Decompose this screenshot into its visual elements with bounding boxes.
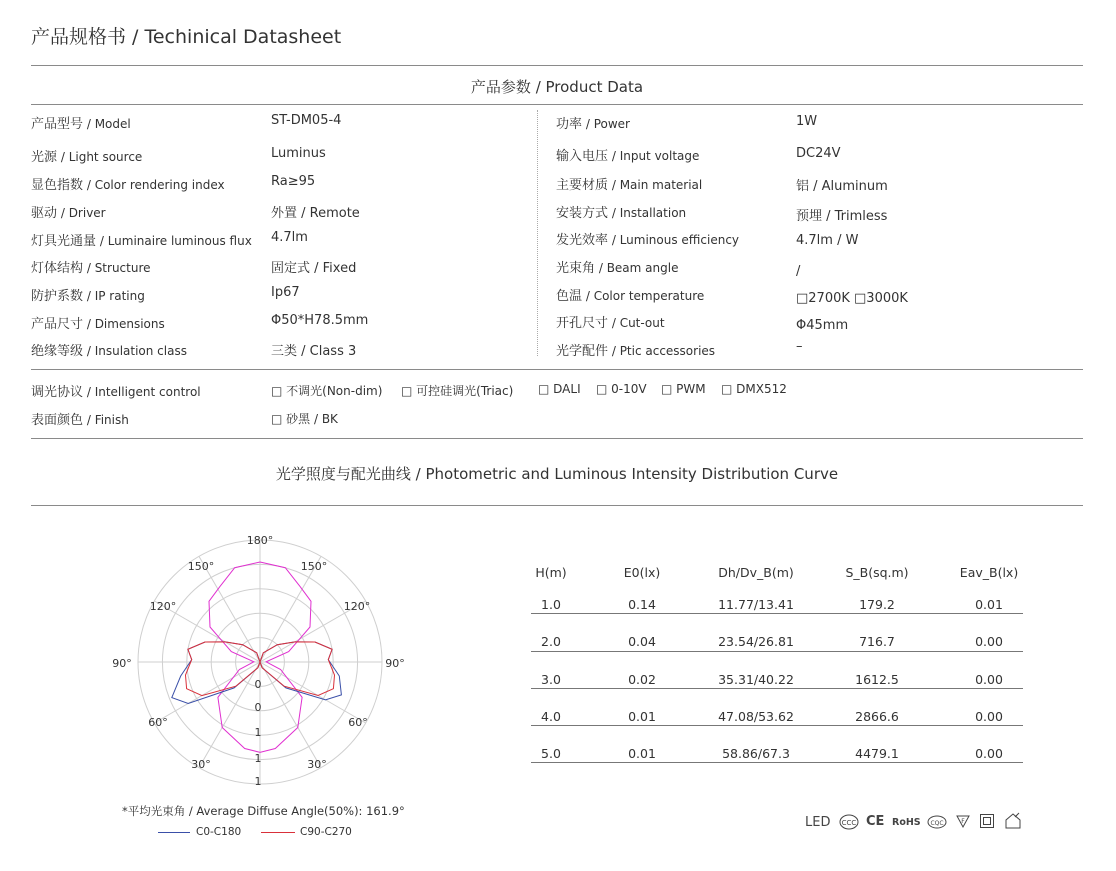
legend-label-c90: C90-C270 <box>300 826 352 838</box>
spec-label <box>31 340 187 359</box>
angle-label: 120° <box>149 600 177 613</box>
spec-label <box>31 230 252 249</box>
control-option[interactable]: □ 不调光(Non-dim) <box>271 384 383 398</box>
spec-label-en: / Driver <box>57 206 106 220</box>
spec-label <box>31 113 131 132</box>
spec-label <box>556 312 665 331</box>
ccc-icon <box>838 812 860 832</box>
spec-label <box>556 285 704 304</box>
cqc-icon <box>926 814 948 830</box>
table-row-line <box>531 688 1023 689</box>
svg-text:F: F <box>961 818 965 825</box>
control-option[interactable]: □ 0-10V <box>596 382 647 396</box>
table-cell: 716.7 <box>859 634 895 649</box>
polar-distribution-chart <box>100 530 420 800</box>
spec-label-en: / Cut-out <box>608 316 665 330</box>
table-cell: 47.08/53.62 <box>718 709 794 724</box>
finish-label-en: / Finish <box>83 413 129 427</box>
control-option[interactable]: □ 可控硅调光(Triac) <box>401 384 514 398</box>
spec-label-cn: 光束角 <box>556 261 596 276</box>
divider <box>31 104 1083 105</box>
table-cell: 2866.6 <box>855 709 899 724</box>
spec-label-cn: 发光效率 <box>556 233 609 248</box>
spec-value: Luminus <box>271 146 326 161</box>
spec-label-en: / Installation <box>608 206 687 220</box>
spec-label-cn: 显色指数 <box>31 178 84 193</box>
spec-label-en: / Color temperature <box>582 289 705 303</box>
table-cell: 0.04 <box>628 634 656 649</box>
double-insulation-icon <box>979 813 995 829</box>
spec-label-en: / Main material <box>608 178 703 192</box>
spec-label-cn: 产品型号 <box>31 117 84 132</box>
spec-label-cn: 防护系数 <box>31 289 84 304</box>
divider <box>31 438 1083 439</box>
spec-label-en: / Light source <box>57 150 143 164</box>
spec-label <box>556 340 715 359</box>
radial-label: 0 <box>254 678 262 691</box>
table-cell: 0.01 <box>628 709 656 724</box>
radial-label: 0 <box>254 701 262 714</box>
table-row-line <box>531 613 1023 614</box>
control-option[interactable]: □ DMX512 <box>721 382 787 396</box>
table-cell: 0.00 <box>975 709 1003 724</box>
spec-value: Φ50*H78.5mm <box>271 313 369 328</box>
angle-label: 30° <box>191 758 211 771</box>
spec-value: DC24V <box>796 146 841 161</box>
control-label-cn: 调光协议 <box>31 385 84 400</box>
triangle-f-icon <box>955 813 971 829</box>
spec-label <box>31 174 225 193</box>
angle-label: 60° <box>148 716 168 729</box>
spec-label-en: / Beam angle <box>595 261 679 275</box>
spec-label-cn: 绝缘等级 <box>31 344 84 359</box>
table-cell: 1.0 <box>541 597 561 612</box>
spec-label <box>556 174 702 193</box>
table-cell: 35.31/40.22 <box>718 672 794 687</box>
spec-label <box>556 145 699 164</box>
finish-label-cn: 表面颜色 <box>31 413 84 428</box>
spec-label <box>31 202 106 221</box>
angle-label: 150° <box>187 560 215 573</box>
spec-label <box>31 146 142 165</box>
spec-label-en: / Ptic accessories <box>608 344 716 358</box>
product-data-title: 产品参数 / Product Data <box>470 78 644 96</box>
spec-label-en: / Model <box>83 117 131 131</box>
spec-value: 铝 / Aluminum <box>796 179 888 194</box>
table-cell: 0.00 <box>975 634 1003 649</box>
polar-spoke <box>260 662 321 768</box>
spec-value: Ra≥95 <box>271 174 316 189</box>
spec-value: Φ45mm <box>796 318 849 333</box>
spec-label <box>556 229 739 248</box>
photometric-title: 光学照度与配光曲线 / Photometric and Luminous Intensity Distribution Curve <box>275 465 839 483</box>
spec-value: 1W <box>796 114 818 129</box>
table-cell: 5.0 <box>541 746 561 761</box>
spec-label <box>31 313 165 332</box>
table-header: S_B(sq.m) <box>845 565 909 580</box>
spec-label-cn: 功率 <box>556 117 583 132</box>
divider <box>31 369 1083 370</box>
table-cell: 1612.5 <box>855 672 899 687</box>
polar-curves <box>172 562 342 752</box>
spec-label-en: / Luminous efficiency <box>608 233 740 247</box>
radial-label: 1 <box>254 752 262 765</box>
spec-value: 固定式 / Fixed <box>271 261 357 276</box>
table-cell: 4479.1 <box>855 746 899 761</box>
table-cell: 0.00 <box>975 672 1003 687</box>
control-label-en: / Intelligent control <box>83 385 201 399</box>
document-title: 产品规格书 / Techinical Datasheet <box>31 26 342 48</box>
spec-label-cn: 输入电压 <box>556 149 609 164</box>
legend-line-c0 <box>158 832 190 833</box>
radial-label: 1 <box>254 775 262 788</box>
polar-spoke <box>199 662 260 768</box>
table-row-line <box>531 762 1023 763</box>
table-cell: 4.0 <box>541 709 561 724</box>
spec-label-cn: 灯具光通量 <box>31 234 97 249</box>
rohs-mark: RoHS <box>892 817 921 828</box>
table-cell: 0.01 <box>628 746 656 761</box>
polar-spoke <box>154 662 260 723</box>
svg-text:CQC: CQC <box>930 820 944 827</box>
led-mark: LED <box>805 815 831 830</box>
spec-label-cn: 驱动 <box>31 206 58 221</box>
table-cell: 23.54/26.81 <box>718 634 794 649</box>
table-header: E0(lx) <box>623 565 661 580</box>
table-cell: 0.00 <box>975 746 1003 761</box>
spec-label <box>556 257 678 276</box>
angle-label: 120° <box>343 600 371 613</box>
finish-label <box>31 409 129 428</box>
spec-label-cn: 主要材质 <box>556 178 609 193</box>
spec-label <box>31 257 151 276</box>
svg-text:CCC: CCC <box>841 819 857 827</box>
spec-value: Ip67 <box>271 285 300 300</box>
legend-line-c90 <box>261 832 295 833</box>
spec-label <box>556 113 630 132</box>
spec-label-cn: 安装方式 <box>556 206 609 221</box>
polar-spoke <box>260 662 366 723</box>
spec-value: ST-DM05-4 <box>271 113 342 128</box>
control-option[interactable]: □ DALI <box>538 382 581 396</box>
table-cell: 58.86/67.3 <box>722 746 790 761</box>
spec-value: 4.7lm <box>271 230 308 245</box>
spec-value: 外置 / Remote <box>271 206 360 221</box>
control-option[interactable]: □ PWM <box>661 382 706 396</box>
angle-label: 90° <box>112 657 132 670</box>
table-cell: 0.14 <box>628 597 656 612</box>
ce-mark: CE <box>866 814 885 829</box>
spec-label-cn: 色温 <box>556 289 583 304</box>
angle-label: 150° <box>300 560 328 573</box>
angle-label: 60° <box>348 716 368 729</box>
spec-label-en: / Power <box>582 117 630 131</box>
spec-label-cn: 光源 <box>31 150 58 165</box>
angle-label: 180° <box>246 534 274 547</box>
table-cell: 3.0 <box>541 672 561 687</box>
spec-label-en: / Input voltage <box>608 149 700 163</box>
spec-label-en: / Structure <box>83 261 151 275</box>
table-row-line <box>531 725 1023 726</box>
spec-label-en: / IP rating <box>83 289 145 303</box>
spec-label-cn: 开孔尺寸 <box>556 316 609 331</box>
table-cell: 0.02 <box>628 672 656 687</box>
spec-label-en: / Dimensions <box>83 317 165 331</box>
finish-option[interactable]: □ 砂黑 / BK <box>271 412 338 426</box>
beam-angle-caption: *平均光束角 / Average Diffuse Angle(50%): 161.9° <box>122 804 405 818</box>
spec-value: 4.7lm / W <box>796 233 859 248</box>
table-header: H(m) <box>535 565 567 580</box>
control-label <box>31 381 201 400</box>
spec-value: – <box>796 339 803 354</box>
table-header: Dh/Dv_B(m) <box>718 565 794 580</box>
table-header: Eav_B(lx) <box>959 565 1019 580</box>
table-cell: 179.2 <box>859 597 895 612</box>
table-cell: 2.0 <box>541 634 561 649</box>
table-cell: 11.77/13.41 <box>718 597 794 612</box>
spec-label <box>556 202 686 221</box>
indoor-use-icon <box>1003 811 1023 831</box>
spec-value: / <box>796 264 801 279</box>
divider <box>31 505 1083 506</box>
spec-value: 预埋 / Trimless <box>796 209 888 224</box>
radial-label: 1 <box>254 726 262 739</box>
legend-label-c0: C0-C180 <box>196 826 242 838</box>
spec-label-cn: 产品尺寸 <box>31 317 84 332</box>
spec-value: □2700K □3000K <box>796 291 908 306</box>
angle-label: 90° <box>385 657 405 670</box>
spec-label-cn: 光学配件 <box>556 344 609 359</box>
spec-label <box>31 285 145 304</box>
column-divider <box>537 110 538 356</box>
table-cell: 0.01 <box>975 597 1003 612</box>
divider <box>31 65 1083 66</box>
table-row-line <box>531 651 1023 652</box>
spec-label-en: / Luminaire luminous flux <box>96 234 252 248</box>
spec-label-cn: 灯体结构 <box>31 261 84 276</box>
spec-value: 三类 / Class 3 <box>271 344 357 359</box>
spec-label-en: / Insulation class <box>83 344 187 358</box>
angle-label: 30° <box>307 758 327 771</box>
spec-label-en: / Color rendering index <box>83 178 225 192</box>
